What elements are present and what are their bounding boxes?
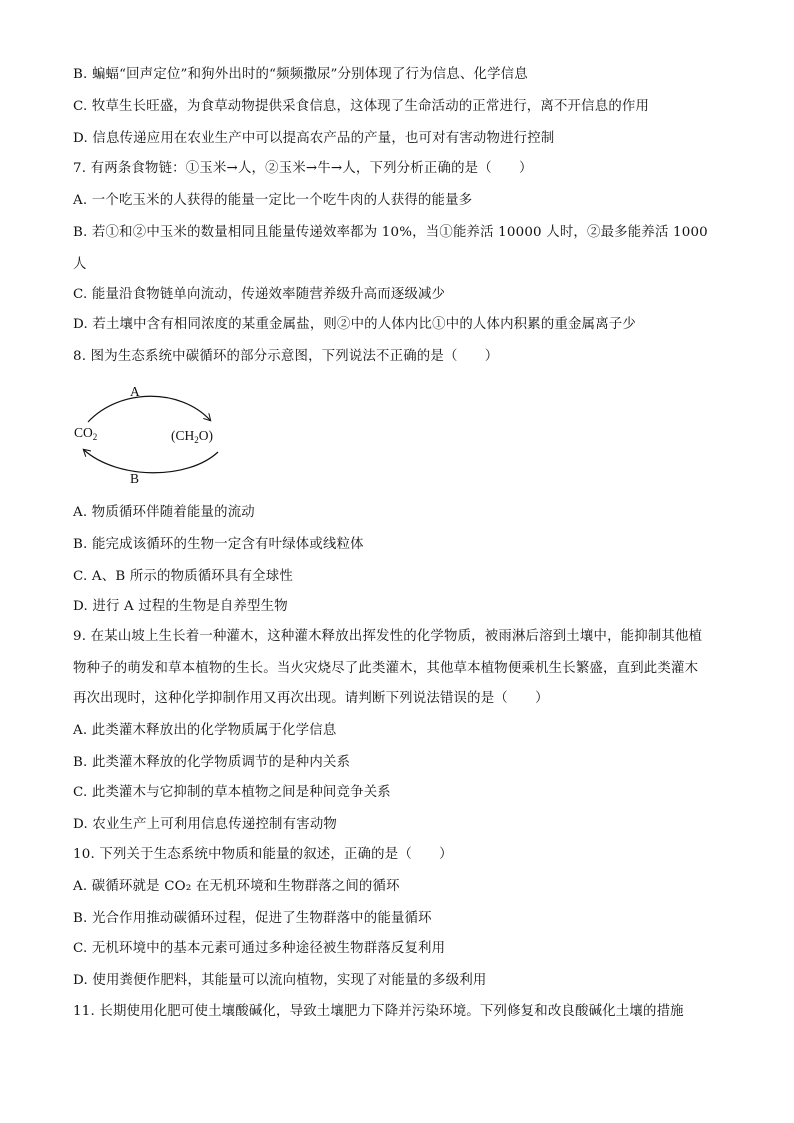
- label-b: B: [130, 471, 140, 486]
- q8-option-d: D. 进行 A 过程的生物是自养型生物: [73, 599, 288, 614]
- node-ch2o: $(CH_2O)$: [171, 428, 213, 445]
- q9-option-a: A. 此类灌木释放出的化学物质属于化学信息: [73, 723, 337, 738]
- q7-option-c: C. 能量沿食物链单向流动，传递效率随营养级升高而逐级减少: [73, 287, 446, 302]
- q7-option-b-continued: 人: [73, 257, 87, 272]
- q9-option-d: D. 农业生产上可利用信息传递控制有害动物: [73, 817, 338, 832]
- label-a: A: [130, 384, 140, 399]
- q10-stem: 10. 下列关于生态系统中物质和能量的叙述，正确的是（ ）: [73, 847, 453, 862]
- q6-option-c: C. 牧草生长旺盛，为食草动物提供采食信息，这体现了生命活动的正常进行，离不开信息的作用: [73, 99, 650, 114]
- carbon-cycle-diagram: [70, 380, 240, 490]
- q11-stem: 11. 长期使用化肥可使土壤酸碱化，导致土壤肥力下降并污染环境。下列修复和改良酸碱化土壤的措施: [73, 1004, 684, 1019]
- q10-option-a: A. 碳循环就是 CO₂ 在无机环境和生物群落之间的循环: [73, 879, 400, 894]
- q7-option-d: D. 若土壤中含有相同浓度的某重金属盐，则②中的人体内比①中的人体内积累的重金属离子少: [73, 317, 636, 332]
- q9-stem-line3: 再次出现时，这种化学抑制作用又再次出现。请判断下列说法错误的是（ ）: [73, 691, 549, 706]
- q10-option-b: B. 光合作用推动碳循环过程，促进了生物群落中的能量循环: [73, 911, 432, 926]
- carbon-cycle-svg: [70, 380, 240, 490]
- q7-option-b: B. 若①和②中玉米的数量相同且能量传递效率都为 10%，当①能养活 10000 人时，②最多能养活 1000: [73, 225, 708, 240]
- q8-option-b: B. 能完成该循环的生物一定含有叶绿体或线粒体: [73, 537, 364, 552]
- q8-option-c: C. A、B 所示的物质循环具有全球性: [73, 569, 293, 584]
- q9-stem-line1: 9. 在某山坡上生长着一种灌木，这种灌木释放出挥发性的化学物质，被雨淋后溶到土壤中，能抑制其他植: [73, 629, 703, 644]
- q7-option-a: A. 一个吃玉米的人获得的能量一定比一个吃牛肉的人获得的能量多: [73, 193, 473, 208]
- q8-stem: 8. 图为生态系统中碳循环的部分示意图，下列说法不正确的是（ ）: [73, 349, 499, 364]
- q10-option-c: C. 无机环境中的基本元素可通过多种途径被生物群落反复利用: [73, 941, 446, 956]
- q8-option-a: A. 物质循环伴随着能量的流动: [73, 505, 255, 520]
- q7-stem: 7. 有两条食物链：①玉米→人，②玉米→牛→人，下列分析正确的是（ ）: [73, 161, 533, 176]
- node-co2: $CO_2$: [74, 425, 98, 442]
- q9-option-b: B. 此类灌木释放的化学物质调节的是种内关系: [73, 755, 351, 770]
- q6-option-b: B. 蝙蝠“回声定位”和狗外出时的“频频撒尿”分别体现了行为信息、化学信息: [73, 67, 528, 82]
- arrow-a: [88, 396, 210, 422]
- q10-option-d: D. 使用粪便作肥料，其能量可以流向植物，实现了对能量的多级利用: [73, 973, 487, 988]
- q9-stem-line2: 物种子的萌发和草本植物的生长。当火灾烧尽了此类灌木，其他草本植物便乘机生长繁盛，直到此类灌木: [73, 661, 699, 676]
- arrow-b: [84, 450, 218, 473]
- q6-option-d: D. 信息传递应用在农业生产中可以提高农产品的产量，也可对有害动物进行控制: [73, 131, 555, 146]
- q9-option-c: C. 此类灌木与它抑制的草本植物之间是种间竞争关系: [73, 785, 391, 800]
